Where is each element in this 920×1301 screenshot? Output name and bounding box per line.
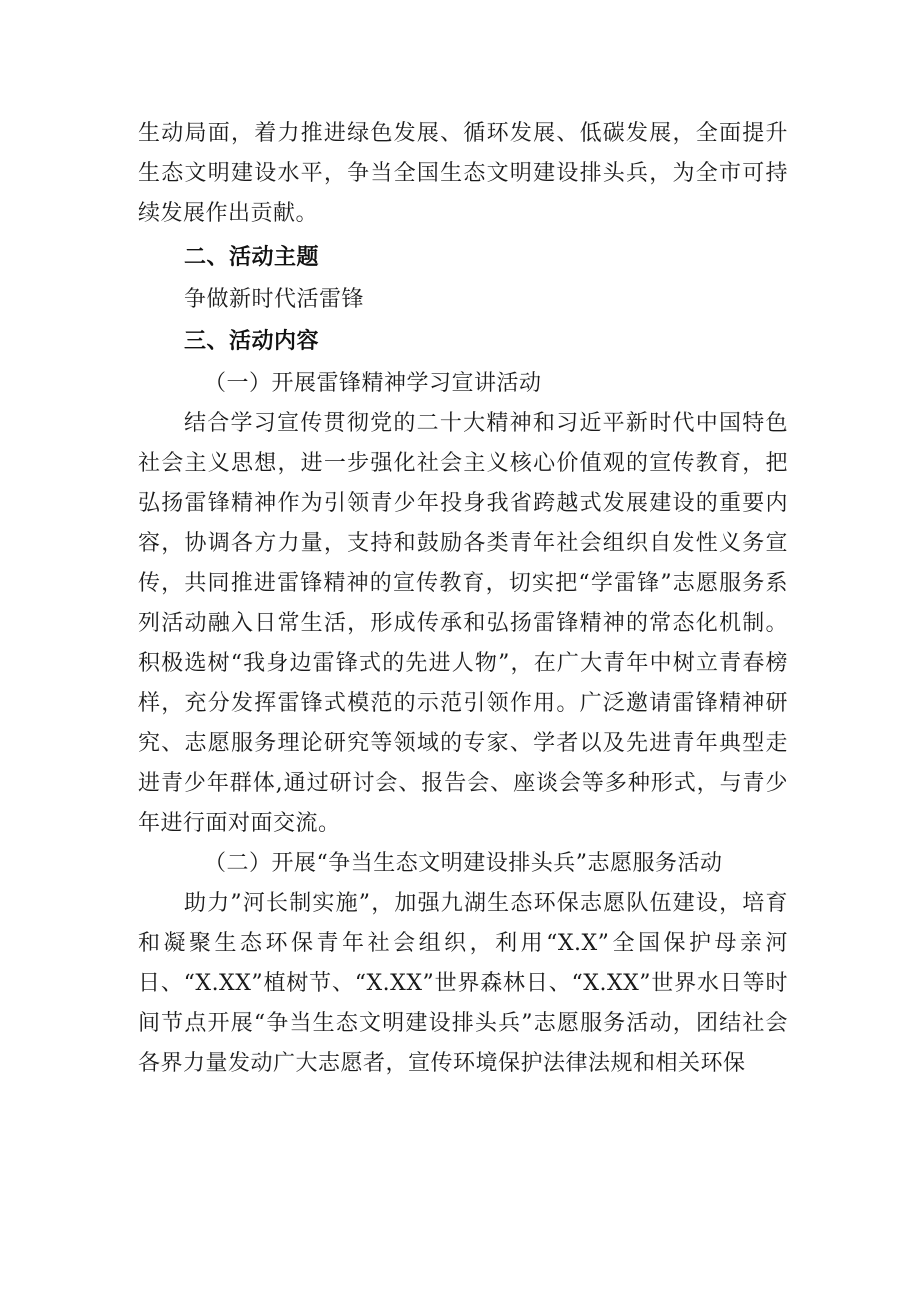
subheading-lei-feng-lectures: （一）开展雷锋精神学习宣讲活动 xyxy=(204,371,542,396)
paragraph-lei-feng-lectures: 结合学习宣传贯彻党的二十大精神和习近平新时代中国特色社会主义思想，进一步强化社会主义核心价值观的宣传教育，把弘扬雷锋精神作为引领青少年投身我省跨越式发展建设的重要内容，协调各方力量，支持和鼓励各类青年社会组织自发性义务宣传，共同推进雷锋精神的宣传教育，切实把“学雷锋”志愿服务系列活动融入日常生活，形成传承和弘扬雷锋精神的常态化机制。积极选树“我身边雷锋式的先进人物”，在广大青年中树立青春榜样，充分发挥雷锋式模范的示范引领作用。广泛邀请雷锋精神研究、志愿服务理论研究等领域的专家、学者以及先进青年典型走进青少年群体,通过研讨会、报告会、座谈会等多种形式，与青少年进行面对面交流。 xyxy=(138,411,788,836)
subheading-ecological-volunteering: （二）开展“争当生态文明建设排头兵”志愿服务活动 xyxy=(204,851,723,876)
activity-theme-text: 争做新时代活雷锋 xyxy=(184,287,365,312)
section-heading-content: 三、活动内容 xyxy=(184,329,320,354)
paragraph-intro-continuation: 生动局面，着力推进绿色发展、循环发展、低碳发展，全面提升生态文明建设水平，争当全国生态文明建设排头兵，为全市可持续发展作出贡献。 xyxy=(138,121,788,226)
section-heading-theme: 二、活动主题 xyxy=(184,245,320,270)
document-body xyxy=(138,114,788,1084)
paragraph-ecological-volunteering: 助力”河长制实施”，加强九湖生态环保志愿队伍建设，培育和凝聚生态环保青年社会组织，利用“X.X”全国保护母亲河日、“X.XX”植树节、“X.XX”世界森林日、“X.XX”世界水日等时间节点开展“争当生态文明建设排头兵”志愿服务活动，团结社会各界力量发动广大志愿者，宣传环境保护法律法规和相关环保 xyxy=(138,891,788,1076)
